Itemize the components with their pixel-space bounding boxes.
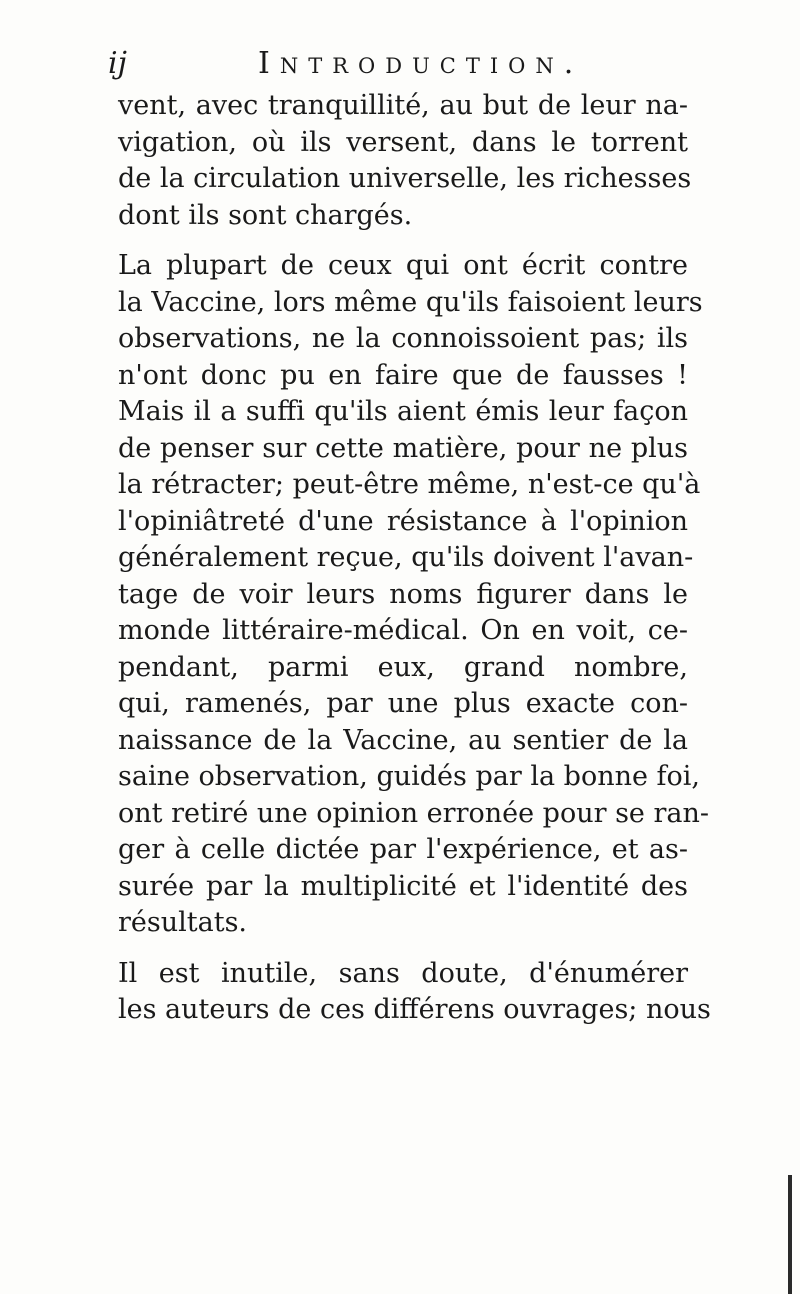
paragraph-1 <box>118 88 692 234</box>
text-line: Il est inutile, sans doute, d'énumérer <box>118 957 688 989</box>
text-line: résultats. <box>118 907 248 938</box>
paragraph-2 <box>118 248 710 942</box>
text-line: qui, ramenés, par une plus exacte con- <box>118 688 688 719</box>
text-line: de penser sur cette matière, pour ne plus <box>118 432 688 464</box>
running-head-title: Introduction. <box>258 46 584 81</box>
text-line: saine observation, guidés par la bonne foi, <box>118 761 701 792</box>
text-line: n'ont donc pu en faire que de fausses ! <box>118 359 688 391</box>
text-line: ont retiré une opinion erronée pour se ran- <box>118 797 710 829</box>
paragraph-gap <box>118 234 688 248</box>
text-line: généralement reçue, qu'ils doivent l'avan- <box>118 542 694 573</box>
text-line: l'opiniâtreté d'une résistance à l'opinion <box>118 505 688 537</box>
text-line: La plupart de ceux qui ont écrit contre <box>118 250 688 281</box>
text-line: surée par la multiplicité et l'identité des <box>118 870 688 902</box>
text-line: ger à celle dictée par l'expérience, et as- <box>118 834 688 865</box>
text-line: pendant, parmi eux, grand nombre, <box>118 651 688 683</box>
paragraph-3 <box>118 956 711 1029</box>
text-line: observations, ne la connoissoient pas; ils <box>118 323 688 354</box>
text-line: tage de voir leurs noms figurer dans le <box>118 578 688 610</box>
body-text <box>118 88 711 1029</box>
text-line: monde littéraire-médical. On en voit, ce- <box>118 615 688 646</box>
page-number: ij <box>108 46 127 81</box>
text-line: vent, avec tranquillité, au but de leur na- <box>118 90 688 121</box>
text-line: Mais il a suffi qu'ils aient émis leur façon <box>118 396 688 427</box>
text-line: la Vaccine, lors même qu'ils faisoient leurs <box>118 286 703 318</box>
text-line: la rétracter; peut-être même, n'est-ce qu'à <box>118 469 701 500</box>
text-line: vigation, où ils versent, dans le torrent <box>118 126 688 158</box>
text-line: naissance de la Vaccine, au sentier de la <box>118 724 688 756</box>
text-line: dont ils sont chargés. <box>118 199 413 231</box>
page-edge-shadow <box>788 1175 792 1294</box>
running-head <box>108 44 688 84</box>
text-line: de la circulation universelle, les richesses <box>118 163 692 194</box>
paragraph-gap <box>118 942 688 956</box>
text-line: les auteurs de ces différens ouvrages; nous <box>118 994 711 1025</box>
